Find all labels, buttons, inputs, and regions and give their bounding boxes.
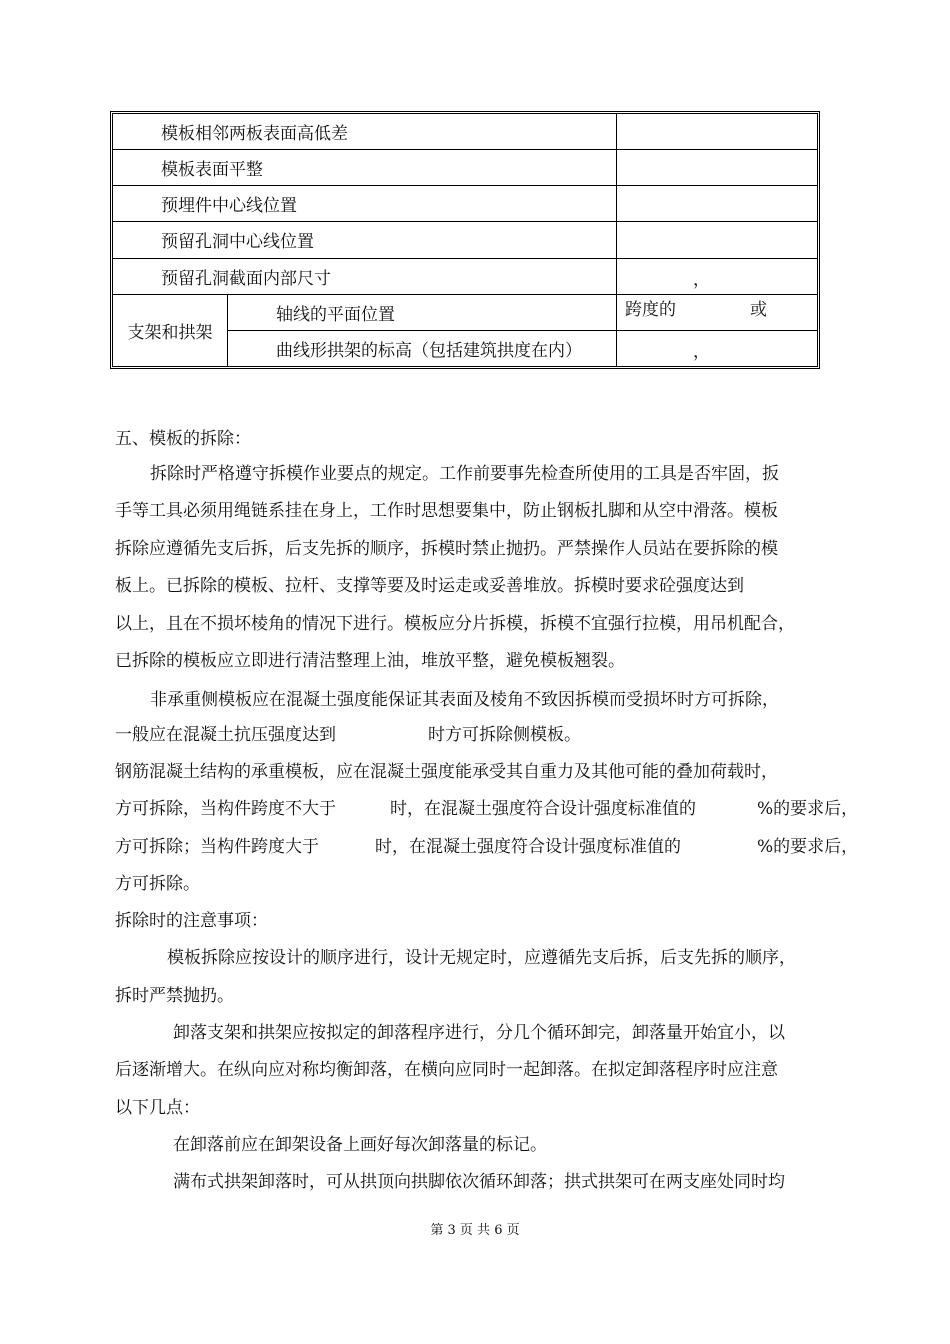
- paragraph-line: 以上，且在不损坏棱角的情况下进行。模板应分片拆模，拆模不宜强行拉模，用吊机配合，: [115, 614, 795, 634]
- table-cell-item: 预留孔洞中心线位置: [113, 222, 617, 258]
- paragraph-line: 在卸落前应在卸架设备上画好每次卸落量的标记。: [173, 1135, 547, 1155]
- table-cell-item: 模板表面平整: [113, 150, 617, 186]
- paragraph-line: 钢筋混凝土结构的承重模板，应在混凝土强度能承受其自重力及其他可能的叠加荷载时，: [115, 762, 778, 782]
- paragraph-line: 时，在混凝土强度符合设计强度标准值的: [375, 837, 681, 857]
- table-cell-value: [617, 114, 818, 150]
- table-cell-item: 轴线的平面位置: [228, 294, 617, 330]
- paragraph-line: 以下几点：: [115, 1098, 200, 1118]
- tolerance-table: [112, 113, 818, 367]
- table-cell-value: [617, 222, 818, 258]
- paragraph-line: 时方可拆除侧模板。: [428, 725, 581, 745]
- paragraph-line: 方可拆除。: [115, 874, 200, 894]
- paragraph-line: 方可拆除，当构件跨度不大于: [115, 799, 336, 819]
- paragraph-line: 板上。已拆除的模板、拉杆、支撑等要及时运走或妥善堆放。拆模时要求砼强度达到: [115, 576, 744, 596]
- paragraph-line: 一般应在混凝土抗压强度达到: [115, 725, 336, 745]
- paragraph-line: 拆时严禁抛扔。: [115, 986, 234, 1006]
- table-cell-item: 预留孔洞截面内部尺寸: [113, 258, 617, 294]
- table-row: [113, 150, 818, 186]
- table-cell-value: [617, 186, 818, 222]
- paragraph-line: 拆除时严格遵守拆模作业要点的规定。工作前要事先检查所使用的工具是否牢固，扳: [150, 464, 779, 484]
- paragraph-line: 拆除应遵循先支后拆，后支先拆的顺序，拆模时禁止抛扔。严禁操作人员站在要拆除的模: [115, 539, 778, 559]
- paragraph-line: 拆除时的注意事项：: [115, 911, 268, 931]
- table-cell-value: [617, 258, 818, 294]
- value-comma: ，: [693, 269, 710, 290]
- table-group-label: 支架和拱架: [113, 294, 228, 366]
- paragraph-line: 模板拆除应按设计的顺序进行，设计无规定时，应遵循先支后拆，后支先拆的顺序，: [167, 948, 796, 968]
- table-row: [113, 114, 818, 150]
- table-cell-item: 预埋件中心线位置: [113, 186, 617, 222]
- table-cell-value: [617, 294, 818, 330]
- paragraph-line: 后逐渐增大。在纵向应对称均衡卸落，在横向应同时一起卸落。在拟定卸落程序时应注意: [115, 1060, 778, 1080]
- paragraph-line: 时，在混凝土强度符合设计强度标准值的: [390, 799, 696, 819]
- paragraph-line: 非承重侧模板应在混凝土强度能保证其表面及棱角不致因拆模而受损坏时方可拆除，: [150, 690, 779, 710]
- paragraph-line: %的要求后，: [757, 837, 859, 857]
- value-span-label: 跨度的: [625, 299, 676, 320]
- table-row: [113, 186, 818, 222]
- section-heading: 五、模板的拆除：: [115, 429, 251, 449]
- paragraph-line: 满布式拱架卸落时，可从拱顶向拱脚依次循环卸落；拱式拱架可在两支座处同时均: [173, 1172, 785, 1192]
- table-row: [113, 222, 818, 258]
- value-or-label: 或: [750, 299, 767, 320]
- table-cell-value: [617, 150, 818, 186]
- table-row: [113, 258, 818, 294]
- paragraph-line: %的要求后，: [757, 799, 859, 819]
- paragraph-line: 已拆除的模板应立即进行清洁整理上油，堆放平整，避免模板翘裂。: [115, 651, 625, 671]
- paragraph-line: 卸落支架和拱架应按拟定的卸落程序进行，分几个循环卸完，卸落量开始宜小，以: [173, 1023, 785, 1043]
- table-cell-value: [617, 330, 818, 366]
- paragraph-line: 方可拆除；当构件跨度大于: [115, 837, 319, 857]
- table-row: [113, 294, 818, 330]
- paragraph-line: 手等工具必须用绳链系挂在身上，工作时思想要集中，防止钢板扎脚和从空中滑落。模板: [115, 501, 778, 521]
- value-comma: ，: [693, 341, 710, 362]
- page-footer: 第 3 页 共 6 页: [430, 1223, 520, 1238]
- table-cell-item: 曲线形拱架的标高（包括建筑拱度在内）: [228, 330, 617, 366]
- table-cell-item: 模板相邻两板表面高低差: [113, 114, 617, 150]
